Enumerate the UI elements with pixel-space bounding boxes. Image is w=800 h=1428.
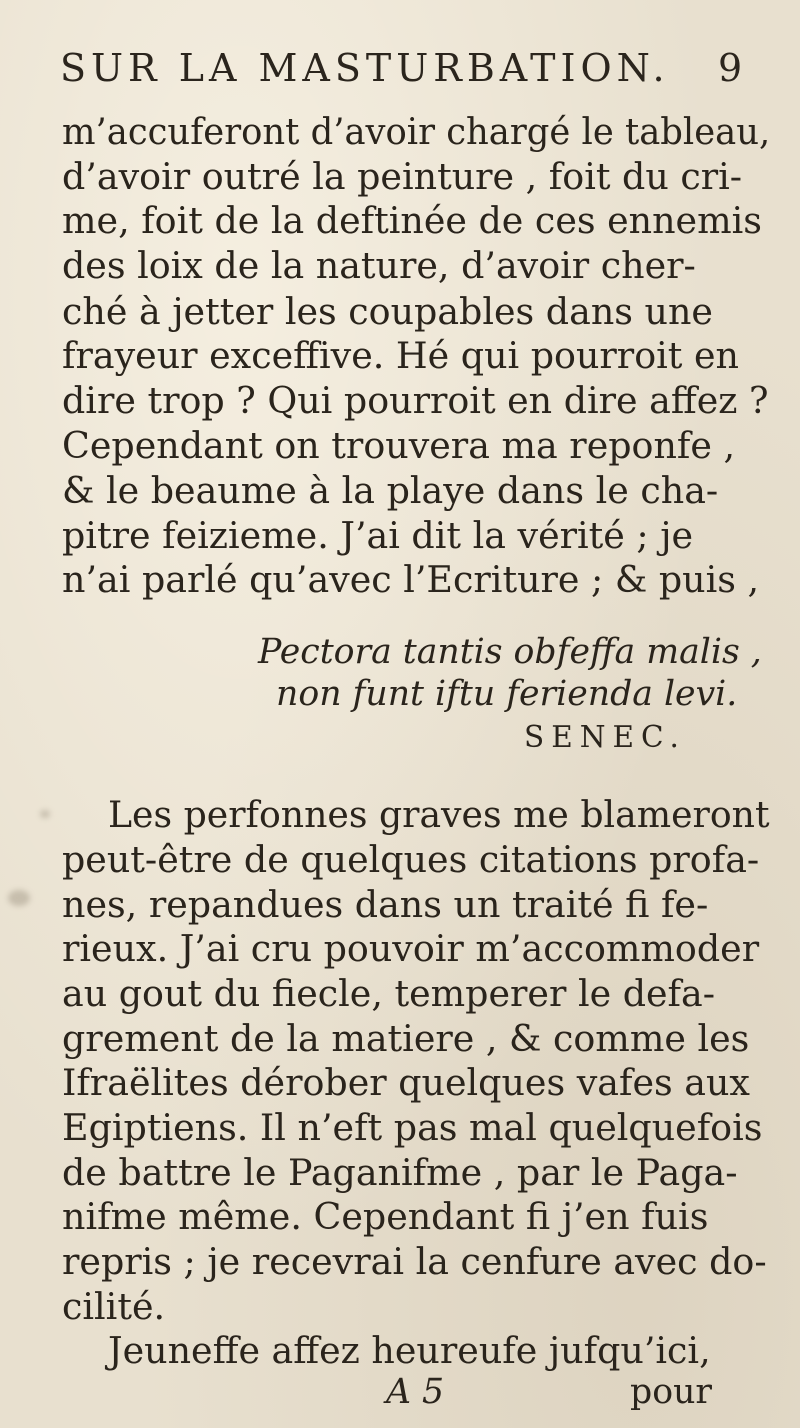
text-line: Ifraëlites dérober quelques vafes aux bbox=[62, 1061, 750, 1105]
text-line: pitre feizieme. J’ai dit la vérité ; je bbox=[62, 513, 694, 557]
text-line: m’accuferont d’avoir chargé le tableau, bbox=[62, 110, 771, 153]
text-line: des loix de la nature, d’avoir cher- bbox=[62, 244, 696, 287]
text-line: Les perfonnes graves me blameront bbox=[108, 793, 770, 837]
signature-mark: A 5 bbox=[386, 1372, 445, 1412]
ink-stain bbox=[40, 810, 50, 818]
text-line: n’ai parlé qu’avec l’Ecriture ; & puis , bbox=[62, 558, 760, 602]
text-line: cilité. bbox=[62, 1284, 166, 1328]
quote-line: Pectora tantis obfeffa malis , bbox=[258, 632, 762, 673]
text-line: Egiptiens. Il n’eft pas mal quelquefois bbox=[62, 1105, 763, 1149]
running-head-title: SUR LA MASTURBATION. bbox=[60, 46, 670, 90]
text-line: me, foit de la deftinée de ces ennemis bbox=[62, 199, 762, 243]
quote-author: SENEC. bbox=[524, 720, 686, 755]
page-number: 9 bbox=[718, 46, 747, 90]
text-line: repris ; je recevrai la cenfure avec do- bbox=[62, 1239, 767, 1283]
text-line: d’avoir outré la peinture , foit du cri- bbox=[62, 154, 743, 198]
running-head bbox=[60, 46, 760, 90]
text-line: & le beaume à la playe dans le cha- bbox=[62, 469, 719, 513]
text-line: Cependant on trouvera ma reponfe , bbox=[62, 424, 736, 468]
text-line: grement de la matiere , & comme les bbox=[62, 1016, 750, 1060]
text-line: peut-être de quelques citations profa- bbox=[62, 837, 760, 881]
text-line: nes, repandues dans un traité fi fe- bbox=[62, 882, 709, 926]
text-line: Jeuneffe affez heureufe jufqu’ici, bbox=[108, 1329, 711, 1373]
text-line: ché à jetter les coupables dans une bbox=[62, 289, 713, 333]
text-line: au gout du fiecle, temperer le defa- bbox=[62, 971, 716, 1015]
text-line: de battre le Paganifme , par le Paga- bbox=[62, 1150, 738, 1194]
text-line: nifme même. Cependant fi j’en fuis bbox=[62, 1195, 709, 1239]
text-line: dire trop ? Qui pourroit en dire affez ? bbox=[62, 378, 769, 422]
catchword: pour bbox=[630, 1372, 712, 1412]
text-line: rieux. J’ai cru pouvoir m’accommoder bbox=[62, 927, 760, 971]
ink-stain bbox=[8, 890, 30, 906]
text-line: frayeur exceffive. Hé qui pourroit en bbox=[62, 334, 739, 378]
quote-line: non funt iftu ferienda levi. bbox=[276, 673, 738, 714]
